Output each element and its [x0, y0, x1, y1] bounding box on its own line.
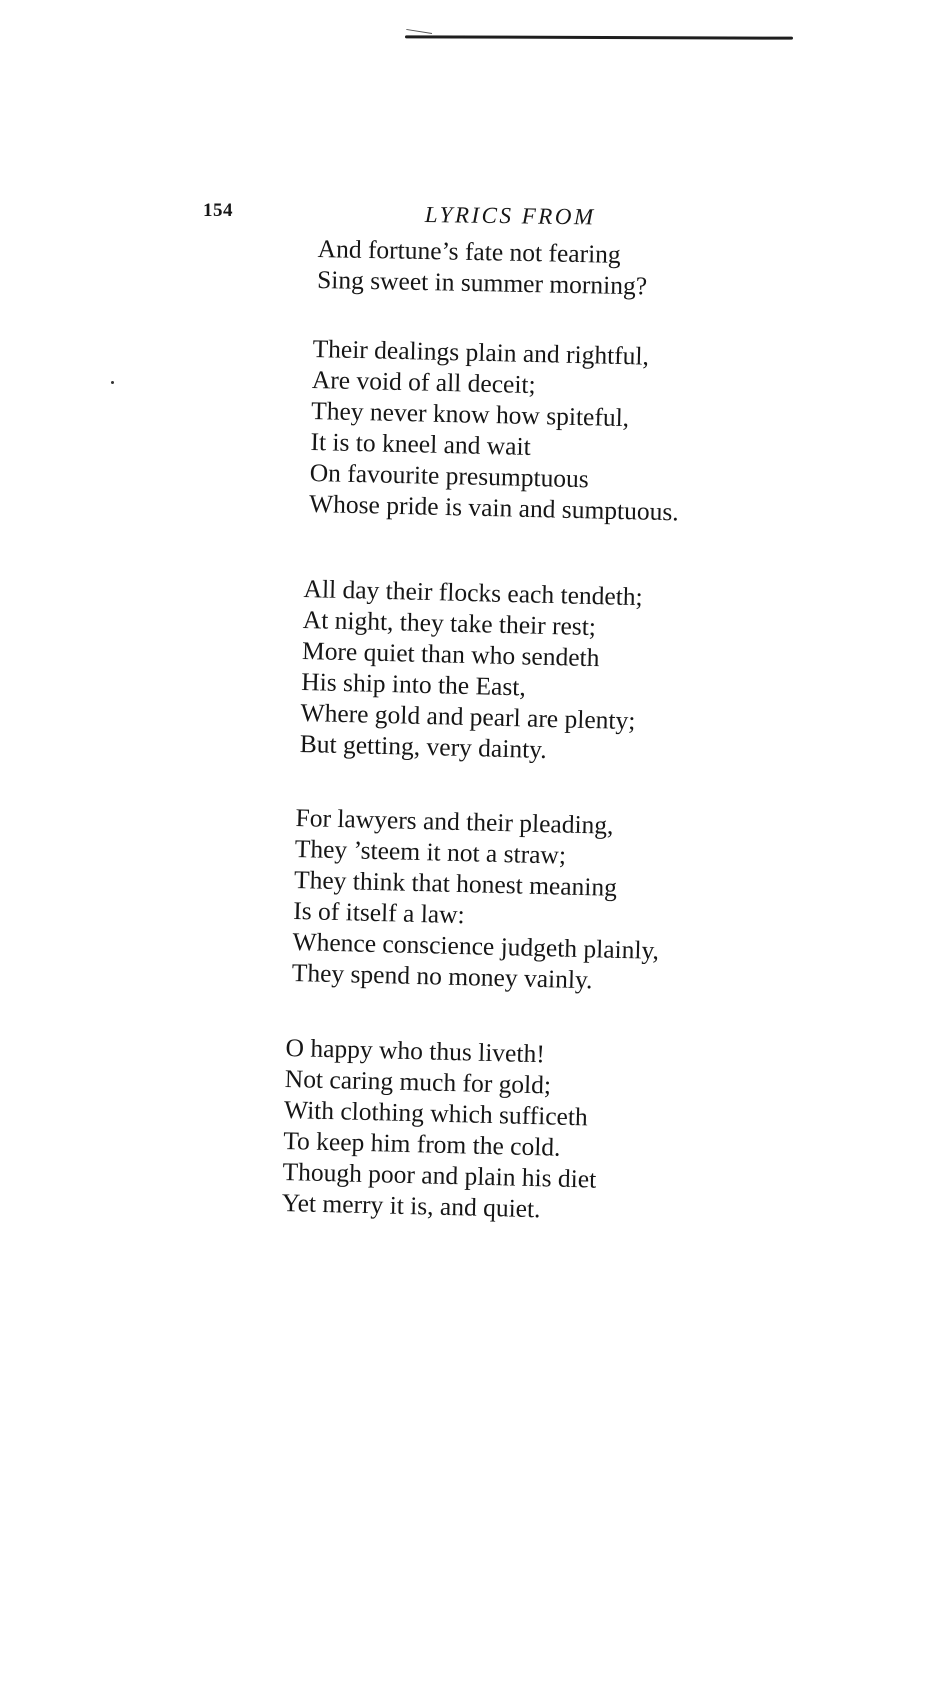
- poem-line: They ’steem it not a straw;: [294, 833, 567, 870]
- poem-line: Sing sweet in summer morning?: [316, 264, 648, 301]
- stanza-1: [317, 233, 648, 301]
- poem-line: Is of itself a law:: [292, 895, 466, 930]
- poem-line: They spend no money vainly.: [291, 957, 593, 995]
- poem-line: It is to kneel and wait: [310, 426, 532, 461]
- poem-line: They think that honest meaning: [293, 864, 618, 902]
- poem-line: For lawyers and their pleading,: [295, 802, 614, 840]
- poem-line: Where gold and pearl are plenty;: [300, 697, 636, 736]
- poem-line: His ship into the East,: [300, 666, 527, 702]
- poem-line: Whence conscience judgeth plainly,: [292, 926, 660, 965]
- page-number: 154: [203, 200, 233, 221]
- poem-line: But getting, very dainty.: [299, 728, 548, 764]
- poem-line: On favourite presumptuous: [309, 457, 590, 494]
- poem-line: With clothing which sufficeth: [283, 1094, 589, 1132]
- poem-line: O happy who thus liveth!: [285, 1032, 546, 1069]
- poem-line: Not caring much for gold;: [284, 1063, 552, 1100]
- poem-line: Their dealings plain and rightful,: [312, 333, 650, 371]
- poem-line: To keep him from the cold.: [282, 1125, 561, 1162]
- poem-line: All day their flocks each tendeth;: [303, 573, 644, 612]
- poem-line: At night, they take their rest;: [302, 604, 597, 642]
- poem-line: Are void of all deceit;: [311, 364, 536, 400]
- poem-line: And fortune’s fate not fearing: [317, 233, 621, 269]
- running-head: LYRICS FROM: [424, 202, 596, 230]
- stanza-2: [309, 333, 683, 527]
- stanza-5: [281, 1032, 599, 1226]
- poem-line: More quiet than who sendeth: [301, 635, 600, 673]
- stanza-3: [299, 573, 643, 767]
- stanza-4: [291, 802, 662, 997]
- poem-line: Whose pride is vain and sumptuous.: [308, 488, 680, 527]
- poem-line: Though poor and plain his diet: [282, 1156, 597, 1194]
- poem-line: They never know how spiteful,: [310, 395, 630, 433]
- poem-line: Yet merry it is, and quiet.: [281, 1187, 541, 1224]
